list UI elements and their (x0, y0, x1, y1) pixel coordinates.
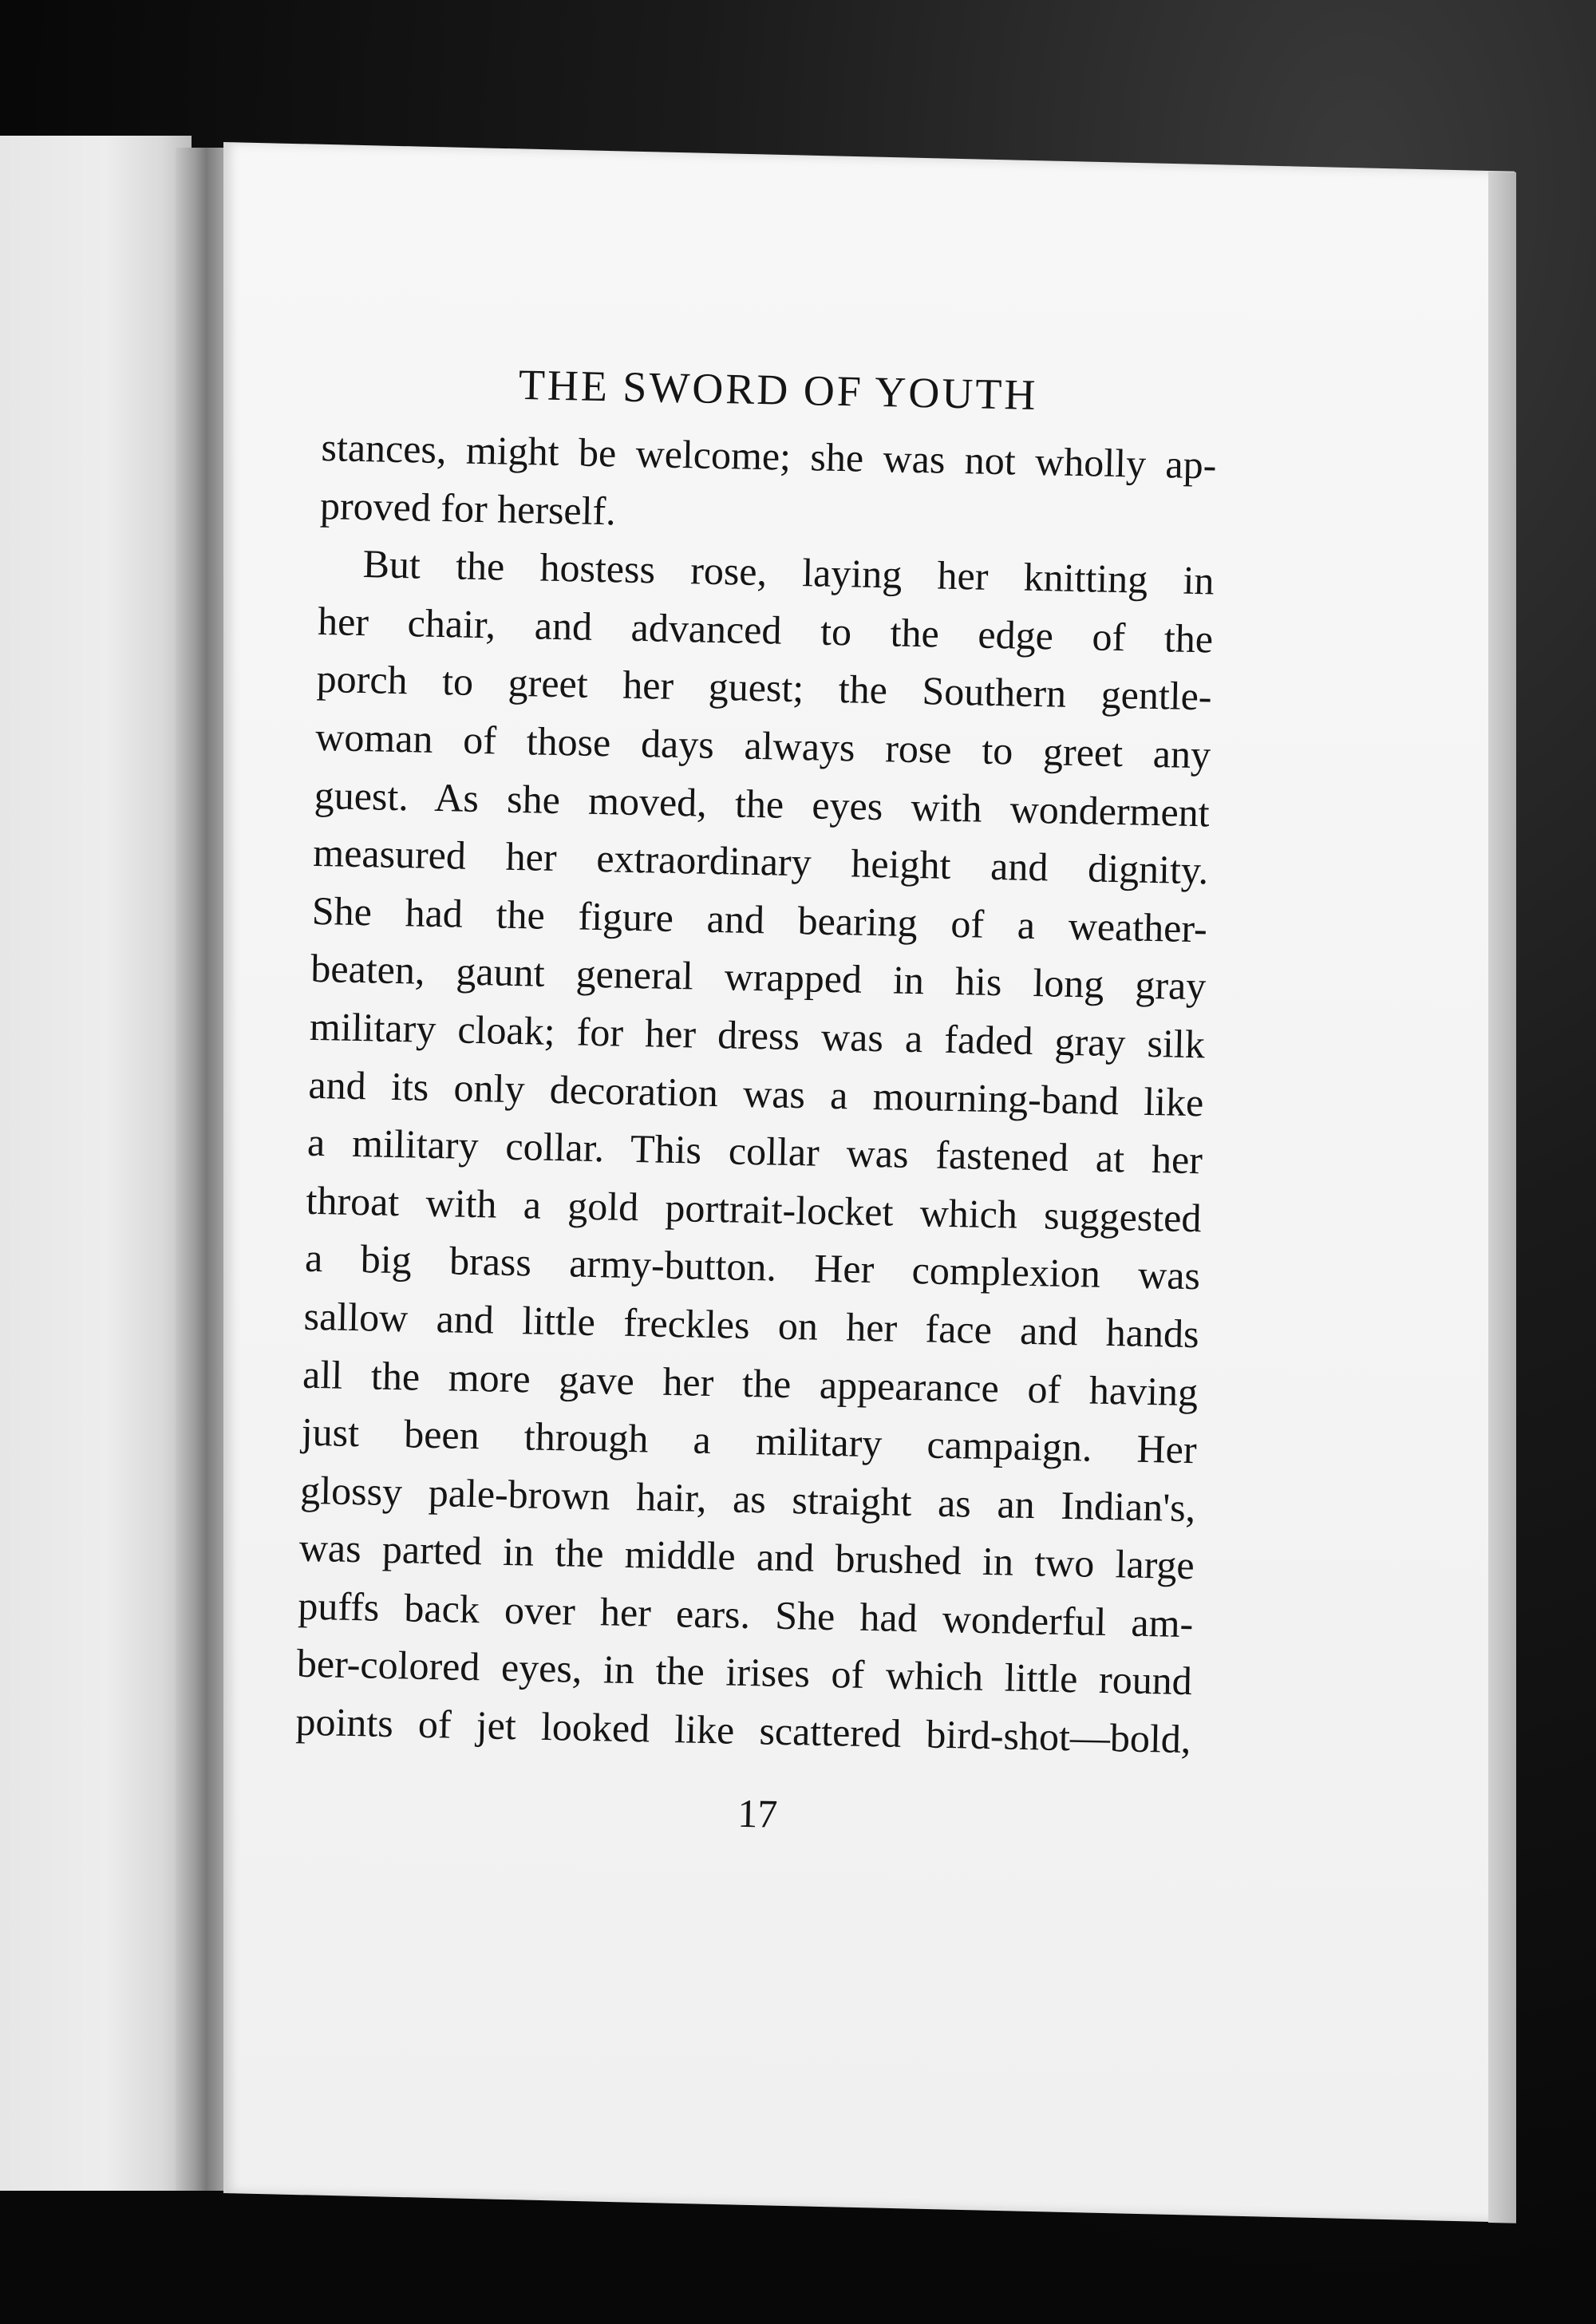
text-line: was parted in the middle and brushed in two large (298, 1524, 1195, 1588)
text-line: ber-colored eyes, in the irises of which little round (296, 1641, 1193, 1704)
body-text (295, 418, 1217, 1769)
text-line: glossy pale-brown hair, as straight as an Indian's, (299, 1467, 1196, 1530)
text-line: She had the figure and bearing of a weather- (311, 887, 1208, 951)
text-line: points of jet looked like scattered bird-shot—bold, (294, 1698, 1191, 1762)
page-number: 17 (737, 1790, 778, 1836)
text-line: beaten, gaunt general wrapped in his long gray (310, 946, 1207, 1009)
text-line: proved for herself. (319, 482, 617, 533)
text-line: military cloak; for her dress was a faded gray silk (309, 1003, 1206, 1067)
running-head: THE SWORD OF YOUTH (518, 360, 1038, 419)
text-line: woman of those days always rose to greet any (314, 713, 1211, 777)
text-line: her chair, and advanced to the edge of the (317, 598, 1214, 662)
text-line: and its only decoration was a mourning-band like (308, 1061, 1204, 1124)
text-line: measured her extraordinary height and dignity. (312, 830, 1209, 893)
page-edge (1488, 172, 1516, 2223)
text-line: a big brass army-button. Her complexion was (304, 1235, 1201, 1298)
text-line: But the hostess rose, laying her knitting in (362, 541, 1215, 603)
facing-page-left (0, 136, 192, 2191)
page-text-block (294, 351, 1219, 1852)
text-line: throat with a gold portrait-locket which suggested (306, 1177, 1202, 1241)
text-line: just been through a military campaign. Her (301, 1409, 1198, 1472)
text-line: sallow and little freckles on her face and hands (303, 1293, 1200, 1357)
text-line: puffs back over her ears. She had wonderful am- (297, 1583, 1194, 1646)
text-line: stances, might be welcome; she was not wholly ap- (321, 424, 1217, 488)
text-line: a military collar. This collar was fastened at her (306, 1119, 1203, 1183)
text-line: porch to greet her guest; the Southern gentle- (316, 656, 1213, 719)
text-line: all the more gave her the appearance of having (302, 1351, 1199, 1414)
text-line: guest. As she moved, the eyes with wonderment (314, 772, 1211, 835)
